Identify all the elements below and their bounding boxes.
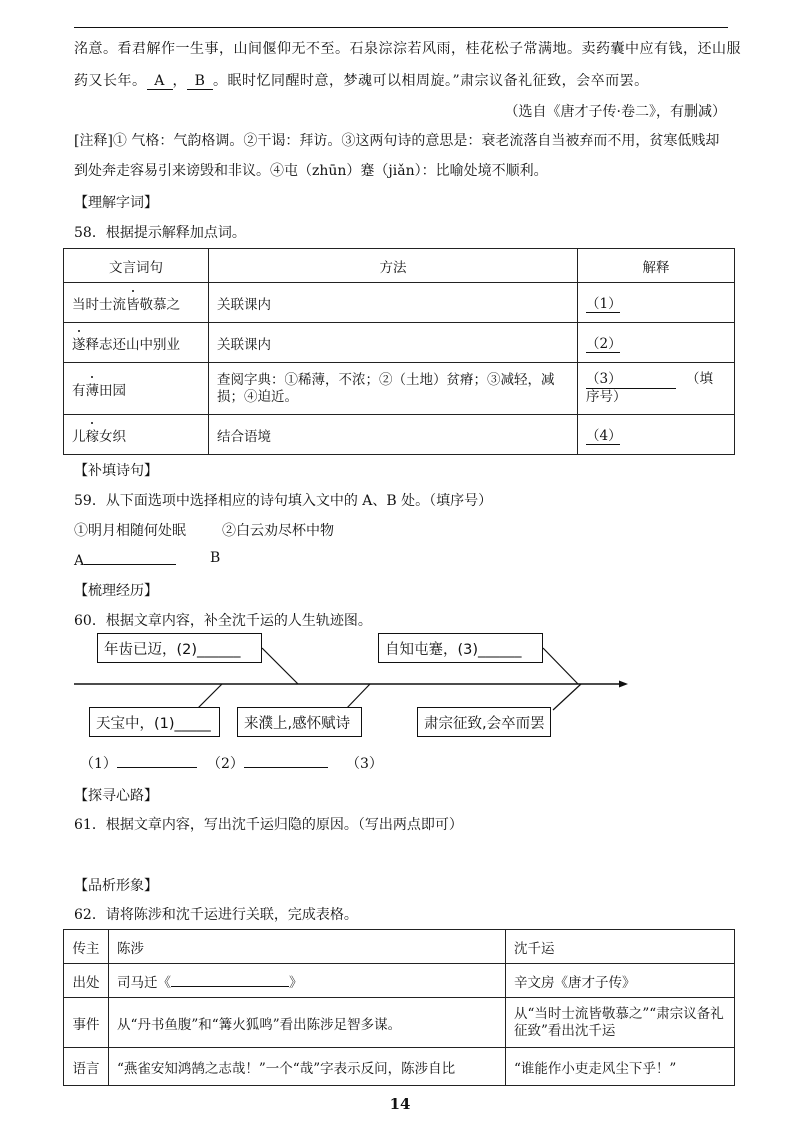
source-citation: （选自《唐才子传·卷二》，有删减） bbox=[504, 104, 726, 120]
phrase-text: 儿 bbox=[72, 428, 86, 445]
q58-header-explain: 解释 bbox=[578, 249, 735, 283]
table-row bbox=[64, 998, 735, 1048]
answer-cell[interactable] bbox=[578, 323, 735, 363]
chenshe-cell bbox=[109, 964, 506, 998]
connector-top-1 bbox=[262, 648, 298, 684]
comma: ， bbox=[172, 73, 187, 89]
phrase-cell bbox=[64, 363, 209, 415]
timeline-arrowhead bbox=[619, 681, 628, 688]
q58-header-method: 方法 bbox=[209, 249, 578, 283]
answer-blank-1[interactable]: （1） bbox=[586, 292, 620, 313]
shenqianyun-cell: 从“当时士流皆敬慕之”“肃宗议备礼征致”看出沈千运 bbox=[506, 998, 735, 1048]
table-row bbox=[64, 363, 735, 415]
passage-text-a: 药又长年。 bbox=[74, 73, 147, 89]
answer-a-field[interactable] bbox=[84, 550, 176, 565]
page-number: 14 bbox=[389, 1095, 411, 1113]
method-cell: 关联课内 bbox=[209, 283, 578, 323]
dotted-word: 稼 bbox=[86, 425, 100, 445]
connector-bottom-3 bbox=[553, 684, 581, 710]
answer-label-3: （3） bbox=[346, 756, 383, 772]
answer-field-2[interactable] bbox=[244, 753, 328, 768]
phrase-text: 敬慕之 bbox=[139, 296, 180, 313]
source-suffix: 》 bbox=[289, 974, 303, 991]
answer-cell[interactable] bbox=[578, 363, 735, 415]
timeline-box-hardship: 自知屯蹇，(3)______ bbox=[378, 633, 543, 663]
method-cell: 关联课内 bbox=[209, 323, 578, 363]
timeline-box-tianbao: 天宝中，(1)_____ bbox=[89, 707, 220, 737]
passage-line-1: 洺意。看君解作一生事，山间偃仰无不至。石泉淙淙若风雨，桂花松子常满地。卖药囊中应有钱，还山服 bbox=[74, 41, 741, 57]
row-label: 语言 bbox=[64, 1048, 109, 1086]
shenqianyun-cell: 沈千运 bbox=[506, 930, 735, 964]
section-heading-words: 【理解字词】 bbox=[74, 195, 158, 211]
method-cell: 查阅字典：①稀薄，不浓；②（土地）贫瘠；③减轻，减损；④迫近。 bbox=[209, 363, 578, 415]
answer-field-1[interactable] bbox=[117, 753, 197, 768]
chenshe-cell: 从“丹书鱼腹”和“篝火狐鸣”看出陈涉足智多谋。 bbox=[109, 998, 506, 1048]
section-heading-experience: 【梳理经历】 bbox=[74, 583, 158, 599]
source-prefix: 司马迁《 bbox=[117, 974, 171, 991]
table-row bbox=[64, 283, 735, 323]
table-row bbox=[64, 930, 735, 964]
q60-answer-1 bbox=[80, 753, 197, 773]
q62-prompt: 62．请将陈涉和沈千运进行关联，完成表格。 bbox=[74, 907, 358, 923]
dotted-word: 皆 bbox=[126, 293, 140, 313]
passage-text-b: 。眠时忆同醒时意，梦魂可以相周旋。”肃宗议备礼征致，会卒而罢。 bbox=[213, 73, 649, 89]
row-label: 出处 bbox=[64, 964, 109, 998]
q60-answer-3 bbox=[346, 753, 383, 773]
dotted-word: 薄 bbox=[86, 379, 100, 399]
shenqianyun-cell: 辛文房《唐才子传》 bbox=[506, 964, 735, 998]
chenshe-cell: “燕雀安知鸿鹄之志哉！”一个“哉”字表示反问，陈涉自比 bbox=[109, 1048, 506, 1086]
shenqianyun-cell: “谁能作小吏走风尘下乎！” bbox=[506, 1048, 735, 1086]
blank-b[interactable]: B bbox=[187, 73, 213, 90]
q58-prompt: 58．根据提示解释加点词。 bbox=[74, 225, 246, 241]
q59-option-2: ②白云劝尽杯中物 bbox=[222, 523, 334, 539]
q60-prompt: 60．根据文章内容，补全沈千运的人生轨迹图。 bbox=[74, 613, 372, 629]
timeline-box-puyang: 来濮上,感怀赋诗 bbox=[237, 707, 362, 737]
phrase-text: 田园 bbox=[99, 382, 126, 399]
connector-top-2 bbox=[543, 648, 578, 684]
notes-line-2: 到处奔走容易引来谤毁和非议。④屯（zhūn）蹇（jiǎn）：比喻处境不顺利。 bbox=[74, 163, 548, 179]
timeline-box-age: 年齿已迈，(2)______ bbox=[97, 633, 262, 663]
top-rule bbox=[74, 27, 728, 28]
q62-table bbox=[63, 929, 735, 1086]
phrase-cell bbox=[64, 323, 209, 363]
row-label: 事件 bbox=[64, 998, 109, 1048]
section-heading-image: 【品析形象】 bbox=[74, 878, 158, 894]
chenshe-cell: 陈涉 bbox=[109, 930, 506, 964]
answer-blank-4[interactable]: （4） bbox=[586, 424, 620, 445]
q58-table bbox=[63, 248, 735, 455]
table-row bbox=[64, 964, 735, 998]
answer-blank-2[interactable]: （2） bbox=[586, 332, 620, 353]
notes-line-1: [注释]① 气格：气韵格调。②干谒：拜访。③这两句诗的意思是：衰老流落自当被弃而不用，贫寒低贱却 bbox=[74, 133, 720, 149]
table-row bbox=[64, 323, 735, 363]
label-a: A bbox=[74, 553, 85, 569]
phrase-cell bbox=[64, 283, 209, 323]
section-heading-mind: 【探寻心路】 bbox=[74, 788, 158, 804]
q58-header-phrase: 文言词句 bbox=[64, 249, 209, 283]
table-row bbox=[64, 415, 735, 455]
answer-cell[interactable] bbox=[578, 283, 735, 323]
answer-note: （填序号） bbox=[586, 371, 713, 405]
answer-blank-3[interactable]: （3） bbox=[586, 371, 676, 389]
phrase-cell bbox=[64, 415, 209, 455]
dotted-word: 遂 bbox=[72, 333, 86, 353]
q58-header-row bbox=[64, 249, 735, 283]
answer-cell[interactable] bbox=[578, 415, 735, 455]
q59-option-1: ①明月相随何处眠 bbox=[74, 523, 186, 539]
q61-prompt: 61．根据文章内容，写出沈千运归隐的原因。（写出两点即可） bbox=[74, 817, 463, 833]
phrase-text: 女织 bbox=[99, 428, 126, 445]
q59-prompt: 59．从下面选项中选择相应的诗句填入文中的 A、B 处。（填序号） bbox=[74, 493, 493, 509]
phrase-text: 有 bbox=[72, 382, 86, 399]
table-row bbox=[64, 1048, 735, 1086]
method-cell: 结合语境 bbox=[209, 415, 578, 455]
q59-answer-a bbox=[74, 550, 176, 569]
row-label: 传主 bbox=[64, 930, 109, 964]
answer-label-2: （2） bbox=[207, 756, 244, 772]
section-heading-poem: 【补填诗句】 bbox=[74, 463, 158, 479]
label-b: B bbox=[210, 550, 221, 566]
source-blank[interactable] bbox=[171, 972, 289, 987]
answer-label-1: （1） bbox=[80, 756, 117, 772]
timeline-box-suzong: 肃宗征致,会卒而罢 bbox=[417, 707, 551, 737]
phrase-text: 当时士流 bbox=[72, 296, 126, 313]
q60-answer-2 bbox=[207, 753, 328, 773]
passage-line-2 bbox=[74, 70, 649, 90]
phrase-text: 释志还山中别业 bbox=[85, 336, 180, 353]
blank-a[interactable]: A bbox=[147, 73, 173, 90]
